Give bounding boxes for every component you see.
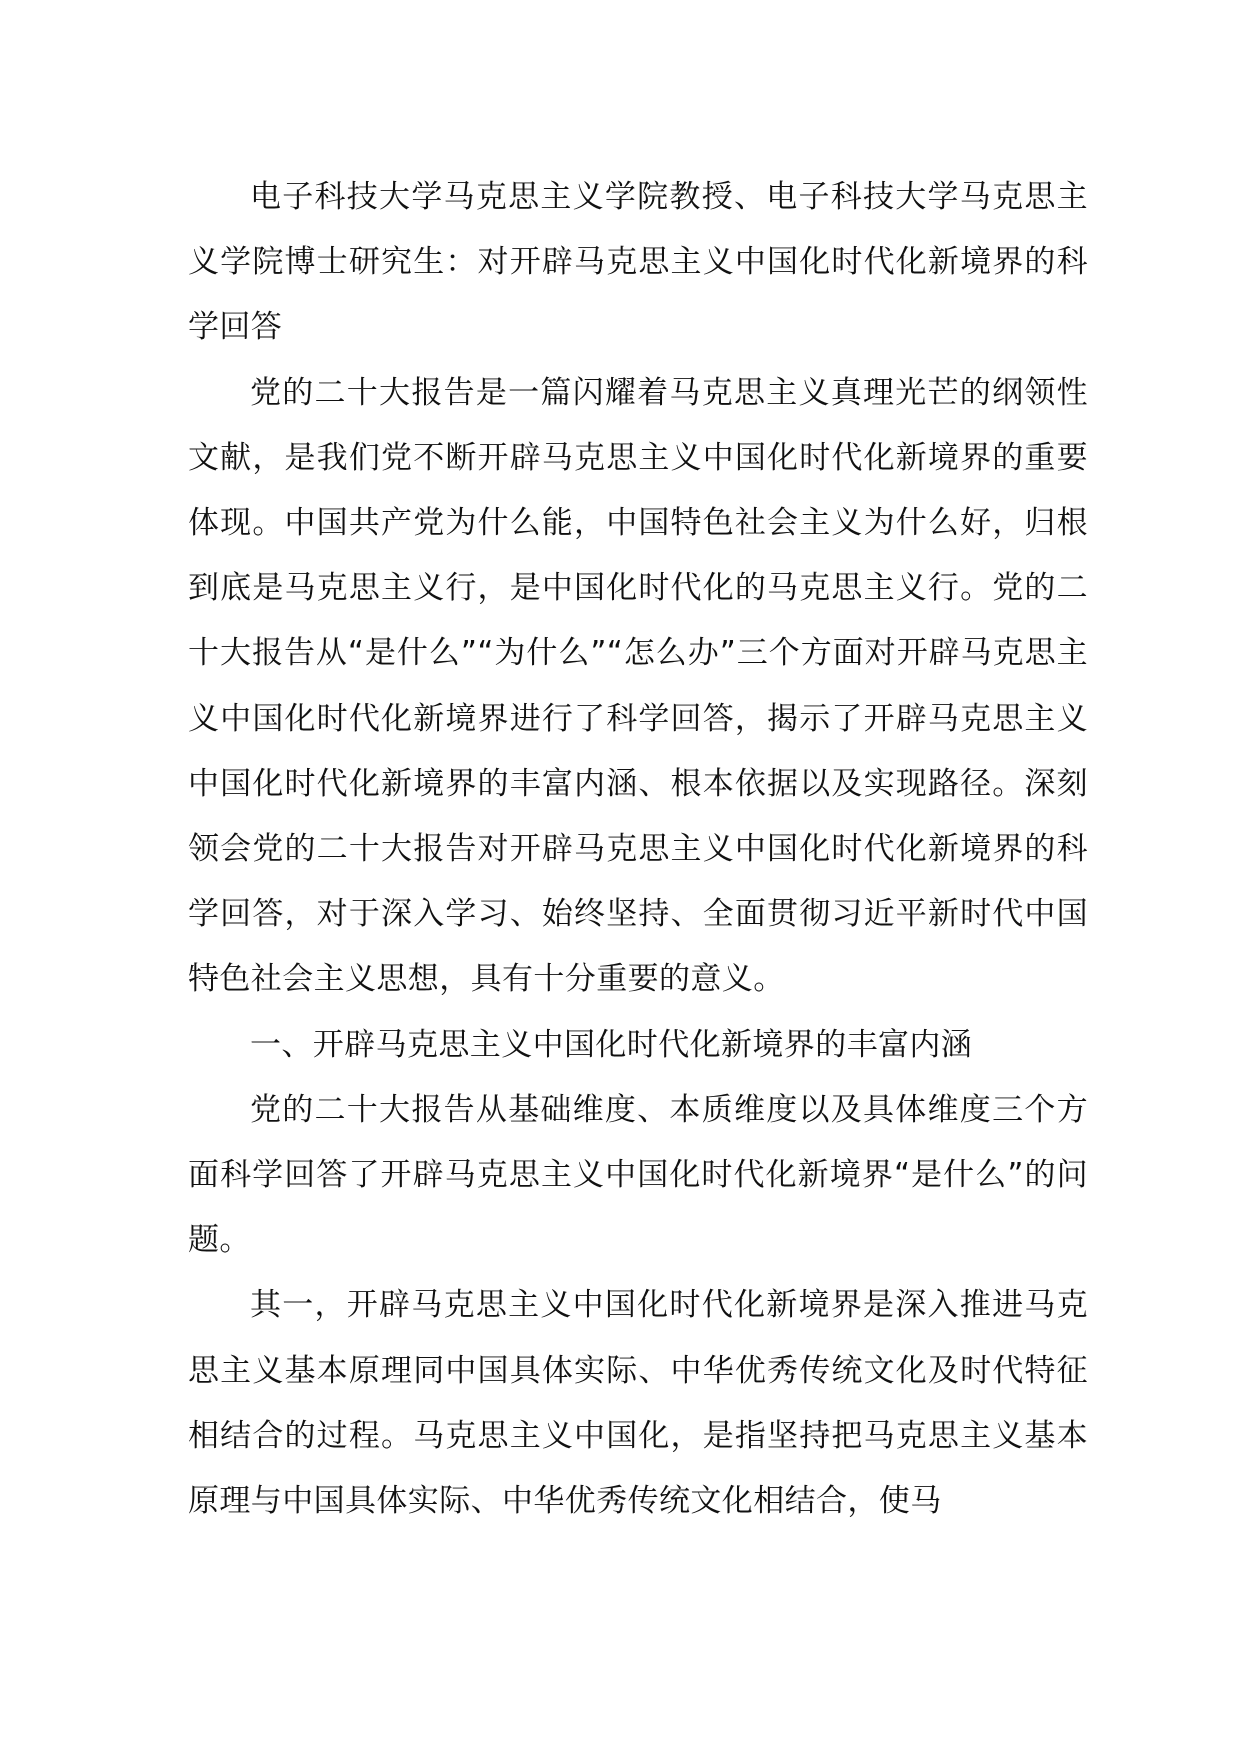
document-body (188, 165, 1088, 1534)
paragraph-section-1-intro: 党的二十大报告从基础维度、本质维度以及具体维度三个方面科学回答了开辟马克思主义中国化时代化新境界“是什么”的问题。 (188, 1091, 1088, 1259)
paragraph-point-1: 其一，开辟马克思主义中国化时代化新境界是深入推进马克思主义基本原理同中国具体实际、中华优秀传统文化及时代特征相结合的过程。马克思主义中国化，是指坚持把马克思主义基本原理与中国具体实际、中华优秀传统文化相结合，使马 (188, 1287, 1088, 1520)
document-title: 电子科技大学马克思主义学院教授、电子科技大学马克思主义学院博士研究生：对开辟马克思主义中国化时代化新境界的科学回答 (188, 179, 1088, 346)
paragraph-intro: 党的二十大报告是一篇闪耀着马克思主义真理光芒的纲领性文献，是我们党不断开辟马克思主义中国化时代化新境界的重要体现。中国共产党为什么能，中国特色社会主义为什么好，归根到底是马克思主义行，是中国化时代化的马克思主义行。党的二十大报告从“是什么”“为什么”“怎么办”三个方面对开辟马克思主义中国化时代化新境界进行了科学回答，揭示了开辟马克思主义中国化时代化新境界的丰富内涵、根本依据以及实现路径。深刻领会党的二十大报告对开辟马克思主义中国化时代化新境界的科学回答，对于深入学习、始终坚持、全面贯彻习近平新时代中国特色社会主义思想，具有十分重要的意义。 (188, 374, 1088, 998)
section-heading-1: 一、开辟马克思主义中国化时代化新境界的丰富内涵 (250, 1026, 973, 1063)
